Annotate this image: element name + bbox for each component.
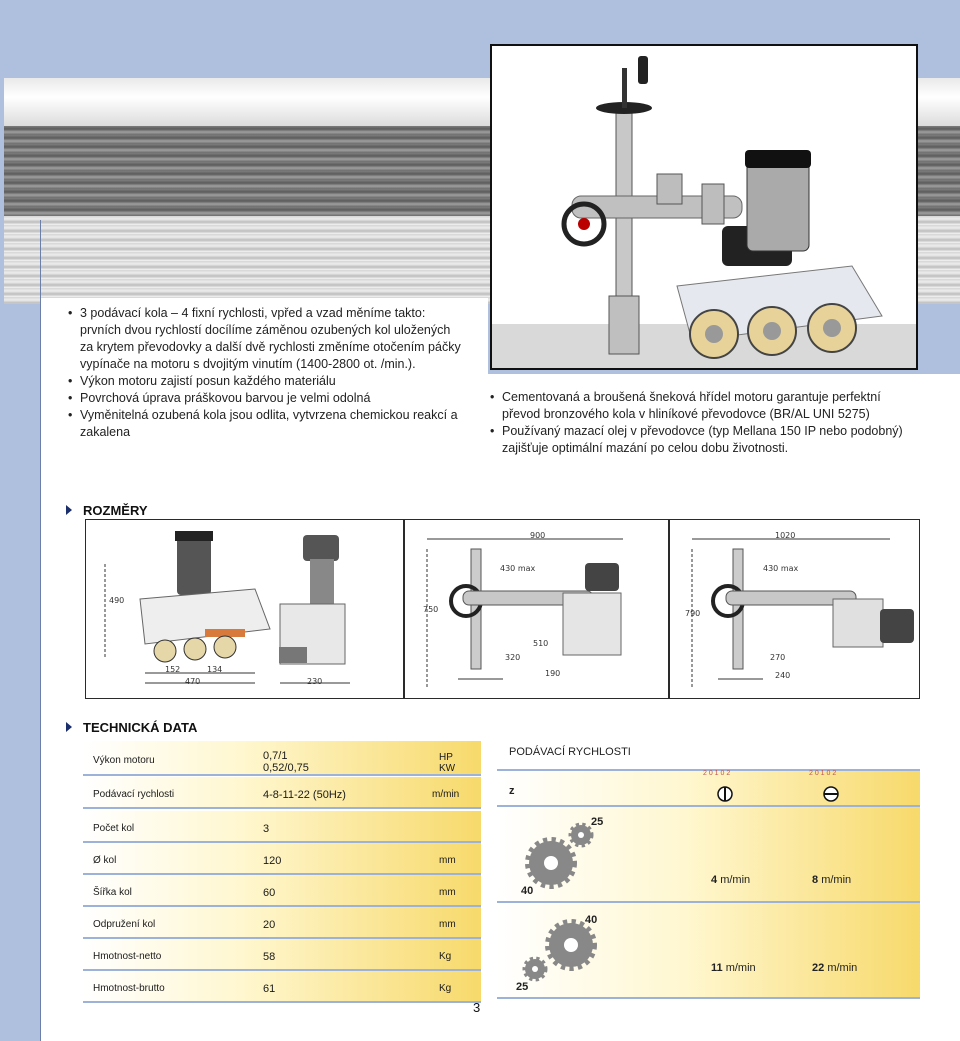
row-value: 0,7/1 xyxy=(263,750,288,762)
speed-value: 11 m/min xyxy=(711,962,756,974)
gear-teeth-label: 40 xyxy=(585,914,598,926)
row-unit: mm xyxy=(439,919,456,930)
table-row xyxy=(83,811,481,843)
feature-list-right xyxy=(488,389,908,457)
product-photo xyxy=(490,44,918,370)
row-label: Výkon motoru xyxy=(93,755,155,766)
row-value: 3 xyxy=(263,823,270,835)
table-row xyxy=(83,843,481,875)
row-label: Hmotnost-brutto xyxy=(93,983,165,994)
feature-item: • Cementovaná a broušená šneková hřídel motoru garantuje perfektní převod bronzového kola v hliníkové převodovce (BR/AL UNI 5275) xyxy=(488,389,908,423)
dimensions-heading: ROZMĚRY xyxy=(83,503,148,518)
row-label: Odpružení kol xyxy=(93,919,156,930)
row-value: 58 xyxy=(263,951,276,963)
row-label: Hmotnost-netto xyxy=(93,951,162,962)
dim-label: 430 max xyxy=(500,564,536,573)
dim-label: 1020 xyxy=(775,531,796,540)
table-row xyxy=(83,777,481,809)
switch-position-icon: 2 0 1 0 2 xyxy=(811,774,851,804)
dim-label: 490 xyxy=(109,596,125,605)
dim-label: 134 xyxy=(207,665,223,674)
row-label: Šířka kol xyxy=(93,887,132,898)
technical-heading: TECHNICKÁ DATA xyxy=(83,720,198,735)
gear-teeth-label: 25 xyxy=(516,981,529,993)
row-unit: Kg xyxy=(439,983,452,994)
dim-label: 510 xyxy=(533,639,549,648)
feature-item: • Používaný mazací olej v převodovce (typ Mellana 150 IP nebo podobný) zajišťuje optimální mazání po celou dobu životnosti. xyxy=(488,423,908,457)
row-unit: HP xyxy=(439,752,453,763)
switch-position-icon: 2 0 1 0 2 xyxy=(705,774,745,804)
dim-label: 152 xyxy=(165,665,181,674)
feed-speeds-panel xyxy=(497,741,920,999)
feature-item: • 3 podávací kola – 4 fixní rychlosti, vpřed a vzad měníme takto: prvních dvou rychlostí docílíme záměnou ozubených kol uložených za krytem převodovky a další dvě rychlosti změníme otočením páčky vypínače na motoru s dvojitým vinutím (1400-2800 ot. /min.). xyxy=(66,305,466,373)
gear-teeth-label: 40 xyxy=(521,885,534,897)
row-label: Podávací rychlosti xyxy=(93,789,175,800)
row-unit: mm xyxy=(439,887,456,898)
dim-label: 430 max xyxy=(763,564,799,573)
row-value: 120 xyxy=(263,855,282,867)
row-unit: m/min xyxy=(432,789,460,800)
row-value: 60 xyxy=(263,887,276,899)
row-value: 20 xyxy=(263,919,276,931)
row-label: Ø kol xyxy=(93,855,117,866)
speeds-title: PODÁVACÍ RYCHLOSTI xyxy=(509,746,631,758)
dim-label: 470 xyxy=(185,677,201,686)
z-label: z xyxy=(509,785,515,797)
margin-rule xyxy=(40,220,41,1041)
dim-label: 270 xyxy=(770,653,786,662)
dim-label: 240 xyxy=(775,671,791,680)
row-label: Počet kol xyxy=(93,823,135,834)
dim-label: 750 xyxy=(423,605,439,614)
table-row xyxy=(83,939,481,971)
gear-teeth-label: 25 xyxy=(591,816,604,828)
section-arrow-icon xyxy=(66,505,72,515)
row-unit: Kg xyxy=(439,951,452,962)
table-row xyxy=(83,875,481,907)
feature-item: • Výkon motoru zajistí posun každého materiálu xyxy=(66,373,466,390)
table-row xyxy=(83,741,481,776)
table-row xyxy=(83,907,481,939)
row-unit: mm xyxy=(439,855,456,866)
row-unit: KW xyxy=(439,763,456,774)
gear-pair-icon xyxy=(519,915,609,995)
section-arrow-icon xyxy=(66,722,72,732)
row-value: 4-8-11-22 (50Hz) xyxy=(263,789,346,801)
feature-list-left xyxy=(66,305,466,441)
speed-value: 8 m/min xyxy=(812,874,852,886)
dim-label: 320 xyxy=(505,653,521,662)
speed-value: 4 m/min xyxy=(711,874,751,886)
feature-item: • Povrchová úprava práškovou barvou je velmi odolná xyxy=(66,390,466,407)
table-row xyxy=(83,971,481,1003)
speed-value: 22 m/min xyxy=(812,962,858,974)
feature-item: • Vyměnitelná ozubená kola jsou odlita, vytvrzena chemickou reakcí a zakalena xyxy=(66,407,466,441)
row-value: 61 xyxy=(263,983,276,995)
dim-label: 190 xyxy=(545,669,561,678)
row-value: 0,52/0,75 xyxy=(263,762,309,774)
dim-label: 230 xyxy=(307,677,323,686)
dim-label: 900 xyxy=(530,531,546,540)
dim-label: 790 xyxy=(685,609,701,618)
page-number: 3 xyxy=(473,1000,481,1015)
dimension-drawings xyxy=(85,519,920,699)
